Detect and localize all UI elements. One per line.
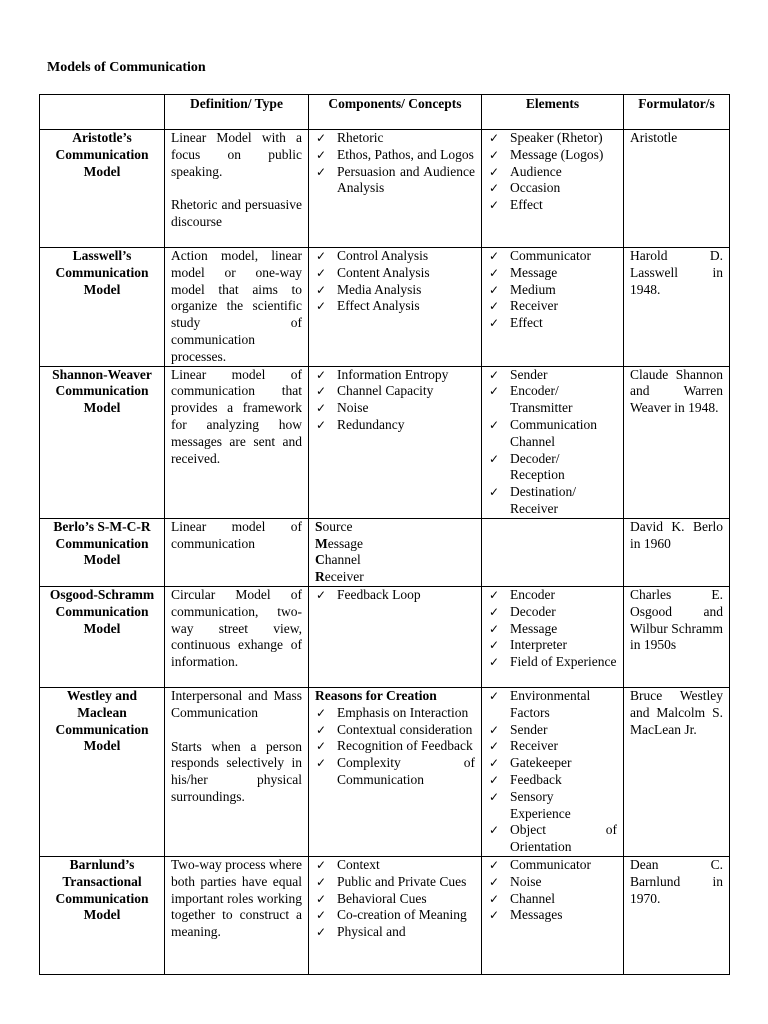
check-mark-icon: ✓ [489,789,500,804]
list-item-text: Noise [510,873,542,889]
elements-cell [482,248,624,367]
check-mark-icon: ✓ [489,265,500,280]
formulator-cell: Claude Shannon and Warren Weaver in 1948. [624,366,730,518]
header-formulator: Formulator/s [624,95,730,130]
check-mark-icon: ✓ [489,299,500,314]
check-list [315,130,475,197]
check-list [315,857,475,941]
check-mark-icon: ✓ [316,265,327,280]
list-item-text: Message [510,264,558,280]
header-elements: Elements [482,95,624,130]
definition-cell [165,586,309,687]
check-list [488,248,617,332]
formulator-cell: Charles E. Osgood and Wilbur Schramm in 1950s [624,586,730,687]
list-item [488,451,617,485]
check-mark-icon: ✓ [489,756,500,771]
check-mark-icon: ✓ [316,164,327,179]
list-item-text: Feedback [510,771,562,787]
list-item-text: Effect [510,315,543,331]
list-item-text: Persuasion and Audience Analysis [337,163,475,196]
list-item [488,315,617,332]
list-item-text: Contextual consideration [337,721,473,737]
list-item [488,164,617,181]
definition-text: Rhetoric and persuasive discourse [171,197,302,230]
check-mark-icon: ✓ [489,688,500,703]
check-mark-icon: ✓ [489,621,500,636]
list-item-text: Gatekeeper [510,755,572,771]
components-cell [309,130,482,248]
definition-text: Linear Model with a focus on public speaking. [171,130,302,179]
list-item [488,265,617,282]
check-mark-icon: ✓ [489,367,500,382]
list-item [488,147,617,164]
list-item-text: Behavioral Cues [337,890,427,906]
check-mark-icon: ✓ [316,131,327,145]
model-name: Osgood-Schramm Communication Model [40,586,165,687]
list-item [488,587,617,604]
list-item-text: Environmental Factors [510,687,591,720]
definition-text: Starts when a person responds selectively in his/her physical surroundings. [171,738,302,804]
check-mark-icon: ✓ [316,417,327,432]
smcr-line [315,536,475,553]
header-row [40,95,730,130]
list-item [315,874,475,891]
list-item-text: Sender [510,721,548,737]
list-item-text: Content Analysis [337,264,430,280]
list-item-text: Recognition of Feedback [337,738,473,754]
check-mark-icon: ✓ [489,451,500,466]
list-item [488,282,617,299]
check-mark-icon: ✓ [489,772,500,787]
check-mark-icon: ✓ [489,485,500,500]
check-mark-icon: ✓ [489,384,500,399]
list-item [488,857,617,874]
check-mark-icon: ✓ [316,384,327,399]
smcr-line [315,569,475,586]
list-item [488,621,617,638]
formulator-cell: Bruce Westley and Malcolm S. MacLean Jr. [624,687,730,856]
check-list [488,857,617,924]
check-list [315,705,475,789]
list-item-text: Encoder [510,586,555,602]
check-mark-icon: ✓ [489,164,500,179]
smcr-line [315,552,475,569]
smcr-rest: ource [322,518,353,534]
model-name: Aristotle’s Communication Model [40,130,165,248]
list-item [488,383,617,417]
list-item-text: Occasion [510,180,561,196]
definition-cell [165,366,309,518]
list-item-text: Interpreter [510,637,567,653]
list-item-text: Messages [510,907,563,923]
check-list [315,367,475,434]
list-item-text: Rhetoric [337,130,384,145]
header-components: Components/ Concepts [309,95,482,130]
check-mark-icon: ✓ [316,891,327,906]
check-mark-icon: ✓ [316,925,327,940]
list-item [315,705,475,722]
list-item-text: Message [510,620,558,636]
list-item [488,197,617,214]
table-row [40,687,730,856]
list-item [488,298,617,315]
smcr-line [315,519,475,536]
check-mark-icon: ✓ [489,131,500,145]
check-mark-icon: ✓ [316,857,327,872]
check-mark-icon: ✓ [316,874,327,889]
definition-cell [165,687,309,856]
list-item [488,874,617,891]
list-item-text: Channel Capacity [337,383,434,399]
components-heading: Reasons for Creation [315,687,437,703]
check-mark-icon: ✓ [489,147,500,162]
list-item [315,857,475,874]
list-item [315,298,475,315]
list-item-text: Decoder/ Reception [510,450,565,483]
check-mark-icon: ✓ [316,299,327,314]
list-item-text: Message (Logos) [510,146,604,162]
list-item [315,400,475,417]
model-name: Lasswell’s Communication Model [40,248,165,367]
list-item-text: Receiver [510,298,558,314]
check-list [488,587,617,671]
list-item-text: Communication Channel [510,416,597,449]
check-mark-icon: ✓ [489,181,500,196]
list-item-text: Complexity of Communication [337,755,475,787]
list-item-text: Redundancy [337,416,405,432]
check-mark-icon: ✓ [489,655,500,670]
check-mark-icon: ✓ [489,198,500,213]
list-item [488,417,617,451]
table-row [40,130,730,248]
list-item-text: Physical and [337,924,406,940]
check-mark-icon: ✓ [489,739,500,754]
smcr-initial: C [315,552,325,568]
elements-cell [482,586,624,687]
check-mark-icon: ✓ [489,587,500,602]
list-item [488,637,617,654]
list-item [315,265,475,282]
list-item [315,722,475,739]
definition-cell [165,130,309,248]
check-mark-icon: ✓ [489,722,500,737]
components-cell [309,586,482,687]
definition-text: Linear model of communication [171,518,302,551]
list-item [315,587,475,604]
list-item [488,722,617,739]
list-item-text: Object of Orientation [510,822,617,855]
list-item-text: Co-creation of Meaning [337,907,467,923]
list-item [488,738,617,755]
check-list [315,248,475,315]
list-item-text: Medium [510,281,556,297]
definition-text: Two-way process where both parties have equal important roles working together to construct a meaning. [171,856,303,940]
list-item [488,891,617,908]
check-mark-icon: ✓ [316,249,327,263]
check-mark-icon: ✓ [316,739,327,754]
list-item [488,688,617,722]
check-mark-icon: ✓ [316,367,327,382]
list-item-text: Channel [510,890,555,906]
list-item-text: Information Entropy [337,366,449,382]
list-item-text: Sensory Experience [510,788,571,821]
table-row [40,518,730,586]
list-item [488,130,617,147]
list-item-text: Noise [337,400,369,416]
formulator-cell: Dean C. Barnlund in 1970. [624,856,730,974]
list-item-text: Destination/ Receiver [510,484,576,516]
smcr-rest: eceiver [324,569,364,585]
list-item [488,772,617,789]
list-item-text: Communicator [510,248,591,263]
model-name: Shannon-Weaver Communication Model [40,366,165,518]
check-mark-icon: ✓ [316,587,327,602]
components-cell [309,856,482,974]
list-item [315,891,475,908]
check-mark-icon: ✓ [316,401,327,416]
list-item [315,248,475,265]
model-name: Westley and Maclean Communication Model [40,687,165,856]
smcr-initial: S [315,518,323,534]
list-item [315,147,475,164]
list-item-text: Context [337,856,380,872]
list-item [315,367,475,384]
elements-cell [482,366,624,518]
check-mark-icon: ✓ [316,756,327,771]
check-mark-icon: ✓ [316,722,327,737]
formulator-cell: David K. Berlo in 1960 [624,518,730,586]
list-item [315,417,475,434]
table-row [40,856,730,974]
elements-cell [482,687,624,856]
components-cell [309,248,482,367]
list-item-text: Media Analysis [337,281,422,297]
check-mark-icon: ✓ [316,147,327,162]
list-item-text: Audience [510,163,562,179]
table-row [40,586,730,687]
list-item-text: Effect [510,197,543,213]
check-mark-icon: ✓ [316,908,327,923]
list-item [488,755,617,772]
list-item [488,789,617,823]
check-mark-icon: ✓ [489,891,500,906]
check-mark-icon: ✓ [489,823,500,838]
list-item-text: Speaker (Rhetor) [510,130,603,145]
list-item [315,164,475,198]
header-model [40,95,165,130]
list-item [315,924,475,941]
check-list [488,688,617,856]
list-item-text: Ethos, Pathos, and Logos [337,146,474,162]
document-title: Models of Communication [47,60,206,75]
check-mark-icon: ✓ [316,282,327,297]
model-name: Barnlund’s Transactional Communication Model [40,856,165,974]
list-item [315,130,475,147]
definition-text: Linear model of communication that provides a framework for analyzing how messages are sent and received. [171,366,302,466]
check-mark-icon: ✓ [489,282,500,297]
list-item [315,755,475,789]
list-item [315,738,475,755]
list-item [488,822,617,856]
models-table [39,94,730,975]
check-mark-icon: ✓ [489,638,500,653]
list-item-text: Communicator [510,856,591,872]
table-row [40,366,730,518]
list-item-text: Receiver [510,738,558,754]
check-mark-icon: ✓ [316,705,327,720]
elements-cell [482,130,624,248]
list-item-text: Decoder [510,603,556,619]
check-mark-icon: ✓ [489,857,500,872]
list-item-text: Encoder/ Transmitter [510,383,573,416]
list-item [488,604,617,621]
list-item [488,907,617,924]
table-row [40,248,730,367]
list-item-text: Emphasis on Interaction [337,704,469,720]
formulator-cell: Harold D. Lasswell in 1948. [624,248,730,367]
check-mark-icon: ✓ [489,874,500,889]
list-item-text: Control Analysis [337,248,429,263]
definition-cell [165,518,309,586]
list-item [488,484,617,518]
check-list [488,130,617,214]
definition-cell [165,856,309,974]
list-item [488,180,617,197]
definition-text: Interpersonal and Mass Communication [171,687,302,720]
list-item-text: Feedback Loop [337,586,421,602]
list-item-text: Field of Experience [510,654,617,670]
check-mark-icon: ✓ [489,908,500,923]
header-definition: Definition/ Type [165,95,309,130]
check-mark-icon: ✓ [489,249,500,263]
check-mark-icon: ✓ [489,316,500,331]
list-item [488,367,617,384]
list-item [315,907,475,924]
list-item-text: Public and Private Cues [337,873,467,889]
elements-cell [482,518,624,586]
formulator-cell: Aristotle [624,130,730,248]
smcr-initial: R [315,569,325,585]
check-mark-icon: ✓ [489,417,500,432]
list-item [315,282,475,299]
components-cell [309,518,482,586]
list-item [488,248,617,265]
model-name: Berlo’s S-M-C-R Communication Model [40,518,165,586]
smcr-initial: M [315,535,328,551]
list-item-text: Effect Analysis [337,298,420,314]
definition-text: Circular Model of communication, two-way street view, continuous exhange of information. [171,586,302,670]
definition-cell [165,248,309,367]
list-item-text: Sender [510,366,548,382]
definition-text: Action model, linear model or one-way model that aims to organize the scientific study of communication processes. [171,248,302,364]
check-mark-icon: ✓ [489,604,500,619]
smcr-rest: essage [327,535,363,551]
check-list [488,367,617,518]
list-item [488,654,617,671]
components-cell [309,687,482,856]
elements-cell [482,856,624,974]
list-item [315,383,475,400]
components-cell [309,366,482,518]
check-list [315,587,475,604]
smcr-rest: hannel [324,552,361,568]
